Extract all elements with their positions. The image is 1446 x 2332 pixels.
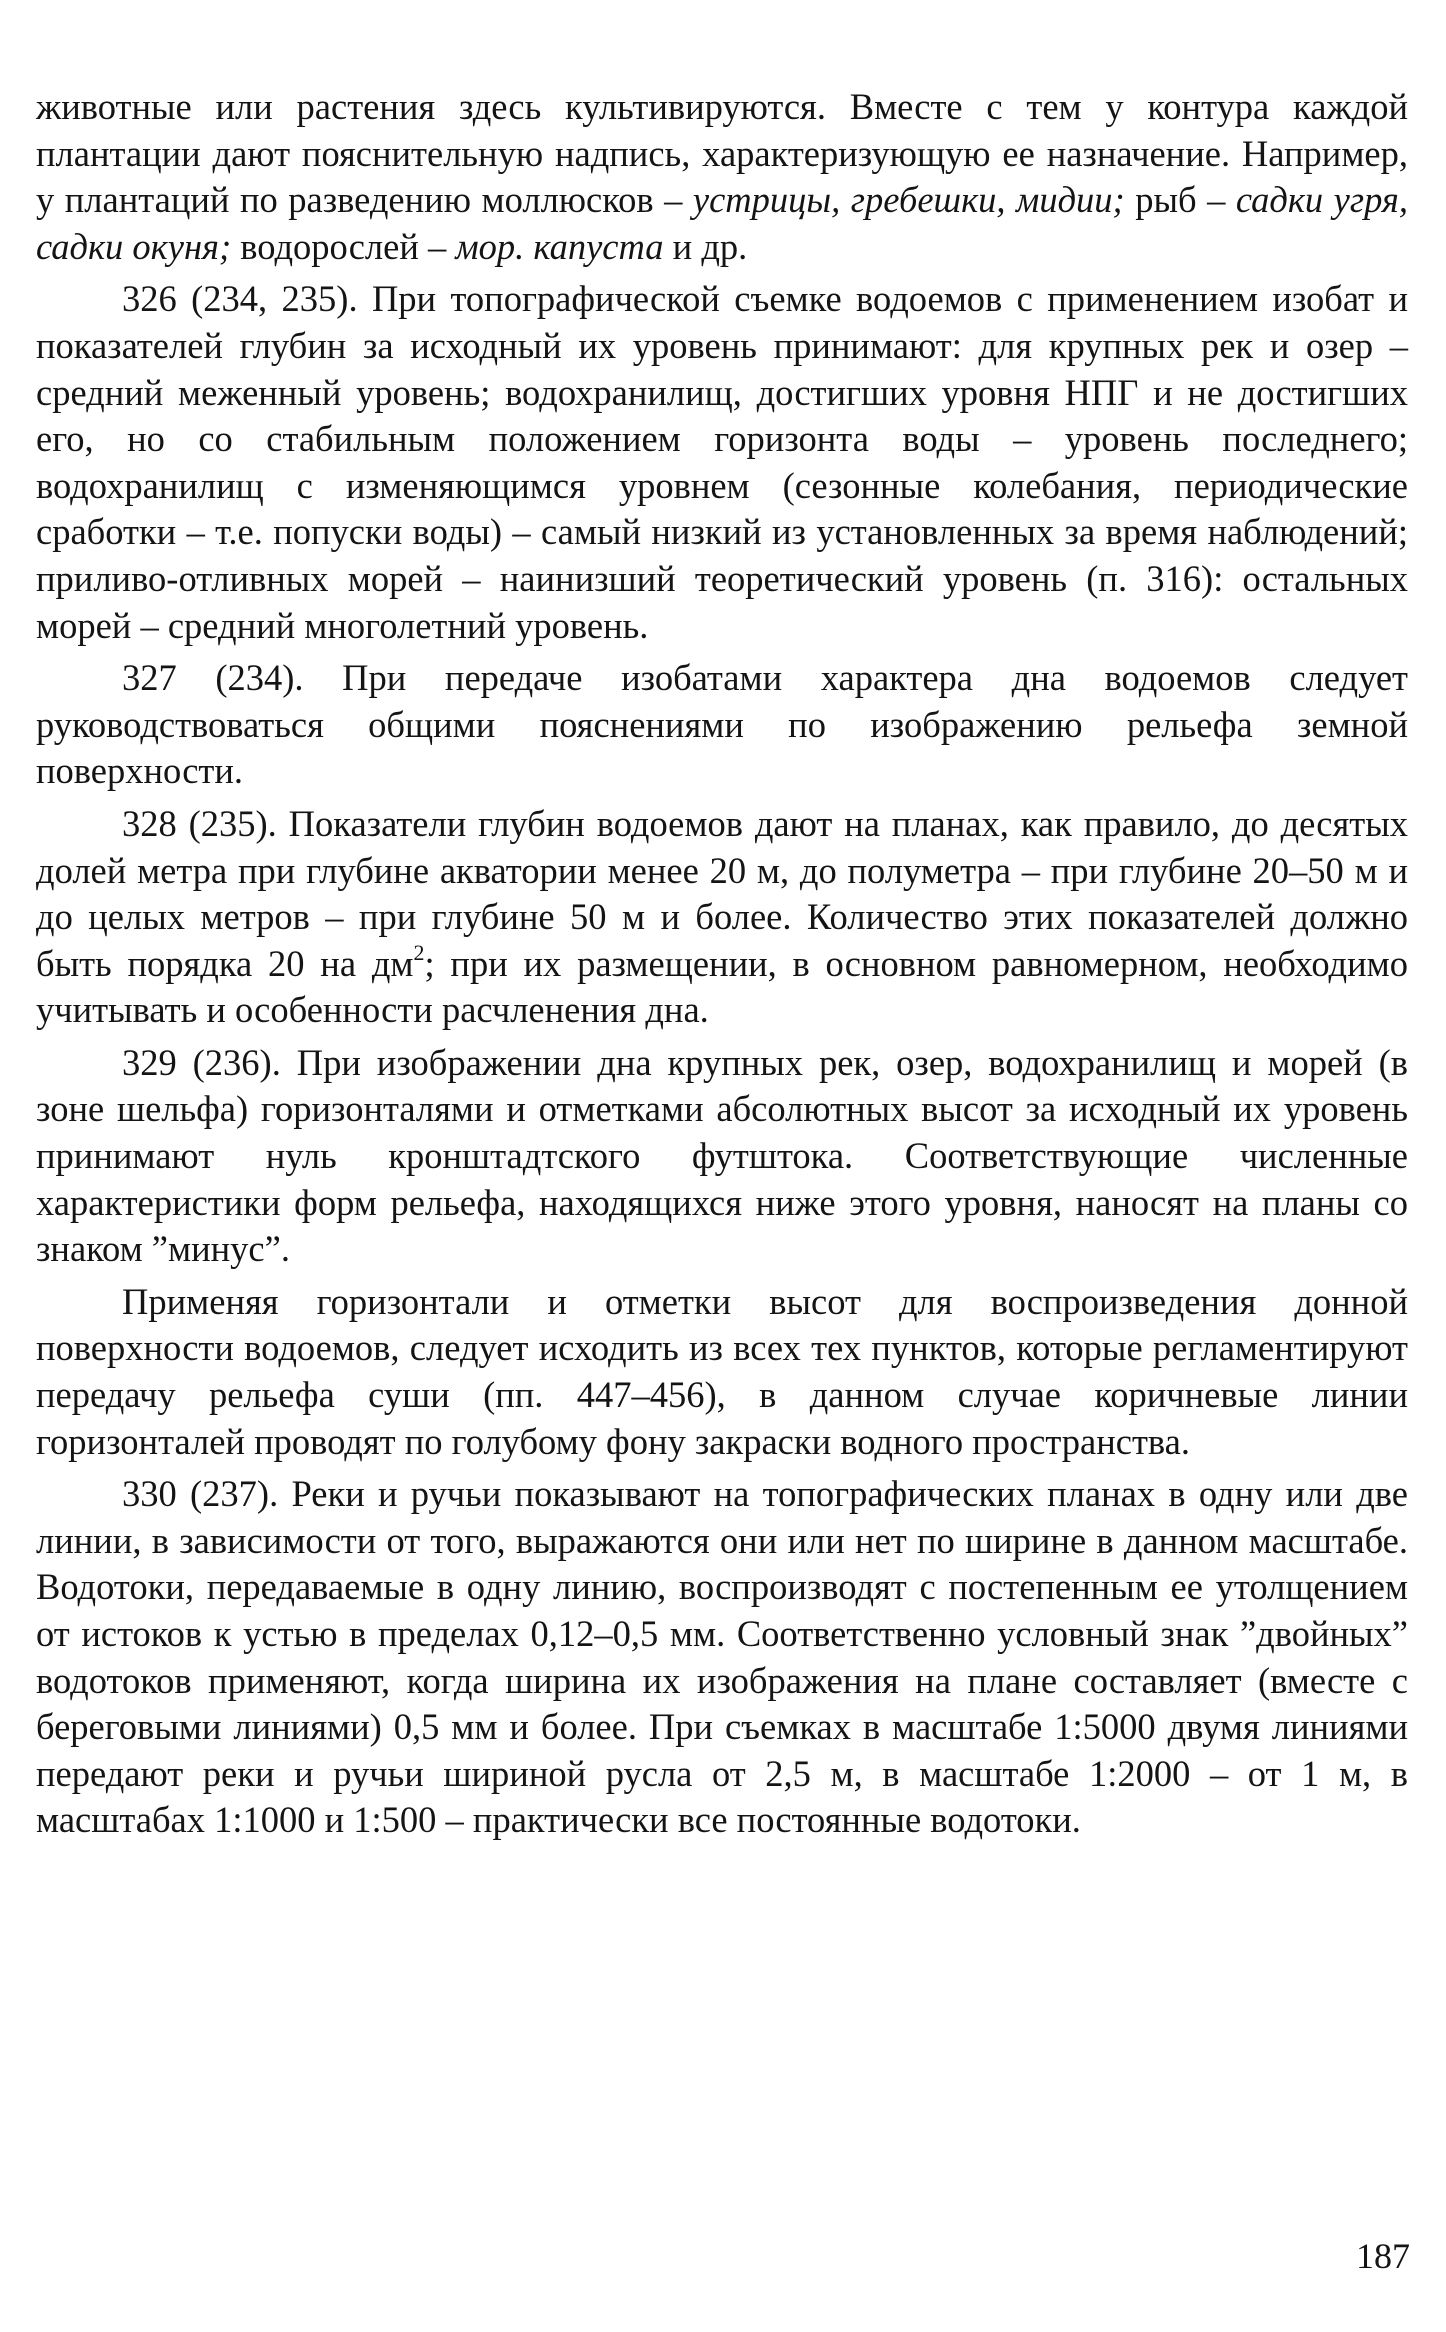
- paragraph-number: 330: [122, 1473, 177, 1515]
- paragraph-329: [36, 1040, 1408, 1273]
- page-number: 187: [1356, 2236, 1410, 2276]
- italic-run: садки угря, садки окуня;: [36, 179, 1408, 267]
- paragraph-number: 328: [122, 802, 177, 844]
- paragraph-number: 329: [122, 1041, 177, 1083]
- text-run: (234, 235). При топографической съемке водоемов с применением изобат и показателей глубин за исходный их уровень принимают: для крупных рек и озер – средний меженный уровень; водохранилищ, достигших уровня НПГ и не достигших его, но со стабильным положением горизонта воды – уровень последнего; водохранилищ с изменяющимся уровнем (сезонные колебания, периодические сработки – т.е. попуски воды) – самый низкий из установленных за время наблюдений; приливо-отливных морей – наинизший теоретический уровень (п. 316): остальных морей – средний многолетний уровень.: [36, 278, 1408, 646]
- paragraph-continuation: [36, 84, 1408, 270]
- text-run: (236). При изображении дна крупных рек, озер, водохранилищ и морей (в зоне шельфа) горизонталями и отметками абсолютных высот за исходный их уровень принимают нуль кронштадтского футштока. Соответствующие численные характеристики форм рельефа, находящихся ниже этого уровня, наносят на планы со знаком ”минус”.: [36, 1041, 1408, 1270]
- paragraph-number: 326: [122, 278, 177, 320]
- text-run: водорослей –: [231, 225, 456, 267]
- text-run: рыб –: [1124, 179, 1236, 221]
- text-run: (237). Реки и ручьи показывают на топографических планах в одну или две линии, в зависимости от того, выражаются они или нет по ширине в данном масштабе. Водотоки, передаваемые в одну линию, воспроизводят с постепенным ее утолщением от истоков к устью в пределах 0,12–0,5 мм. Соответственно условный знак ”двойных” водотоков применяют, когда ширина их изображения на плане составляет (вместе с береговыми линиями) 0,5 мм и более. При съемках в масштабе 1:5000 двумя линиями передают реки и ручьи шириной русла от 2,5 м, в масштабе 1:2000 – от 1 м, в масштабах 1:1000 и 1:500 – практически все постоянные водотоки.: [36, 1473, 1408, 1841]
- text-run: животные или растения здесь культивируются. Вместе с тем у контура каждой плантации дают пояснительную надпись, характеризующую ее назначение. Например, у плантаций по разведению моллюсков –: [36, 86, 1408, 221]
- italic-run: мор. капуста: [455, 225, 664, 267]
- text-run: ; при их размещении, в основном равномерном, необходимо учитывать и особенности расчленения дна.: [36, 942, 1408, 1031]
- italic-run: устрицы, гребешки, мидии;: [692, 179, 1125, 221]
- paragraph-number: 327: [122, 657, 177, 699]
- paragraph-329-continued: [36, 1279, 1408, 1465]
- superscript: 2: [413, 939, 425, 965]
- text-run: Применяя горизонтали и отметки высот для воспроизведения донной поверхности водоемов, следует исходить из всех тех пунктов, которые регламентируют передачу рельефа суши (пп. 447–456), в данном случае коричневые линии горизонталей проводят по голубому фону закраски водного пространства.: [36, 1280, 1408, 1462]
- text-run: и др.: [663, 225, 748, 267]
- body-text: [36, 84, 1408, 1850]
- text-run: (235). Показатели глубин водоемов дают на планах, как правило, до десятых долей метра при глубине акватории менее 20 м, до полуметра – при глубине 20–50 м и до целых метров – при глубине 50 м и более. Количество этих показателей должно быть порядка 20 на дм: [36, 802, 1408, 984]
- paragraph-327: [36, 655, 1408, 795]
- paragraph-326: [36, 276, 1408, 649]
- paragraph-328: [36, 801, 1408, 1034]
- paragraph-330: [36, 1471, 1408, 1844]
- text-run: (234). При передаче изобатами характера дна водоемов следует руководствоваться общими пояснениями по изображению рельефа земной поверхности.: [36, 657, 1408, 792]
